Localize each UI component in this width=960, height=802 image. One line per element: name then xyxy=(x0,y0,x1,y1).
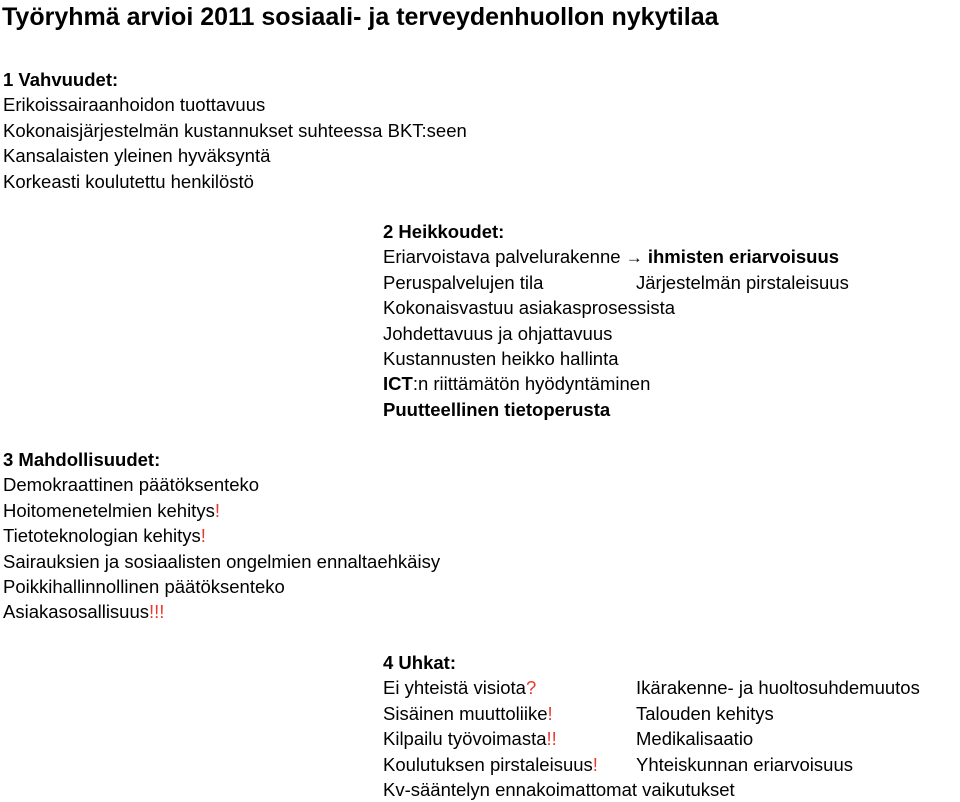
weaknesses-item xyxy=(383,371,839,396)
weakness-right: Järjestelmän pirstaleisuus xyxy=(636,271,849,293)
emphasis-mark: ? xyxy=(525,677,537,699)
weaknesses-item: Johdettavuus ja ohjattavuus xyxy=(383,322,613,344)
threats-row xyxy=(383,701,774,726)
opportunity-text: Hoitomenetelmien kehitys xyxy=(3,499,215,521)
ict-label: ICT xyxy=(383,373,413,395)
threat-left: Ei yhteistä visiota xyxy=(383,677,526,699)
strengths-item: Kansalaisten yleinen hyväksyntä xyxy=(3,145,271,167)
weakness-effect: ihmisten eriarvoisuus xyxy=(647,246,840,268)
opportunity-text: Asiakasosallisuus xyxy=(3,601,150,623)
emphasis-mark: ! xyxy=(592,753,598,775)
opportunities-item: Sairauksien ja sosiaalisten ongelmien ennaltaehkäisy xyxy=(3,550,441,572)
emphasis-mark: ! xyxy=(214,499,220,521)
weaknesses-item: Kustannusten heikko hallinta xyxy=(383,347,619,369)
threat-right: Yhteiskunnan eriarvoisuus xyxy=(636,753,853,775)
page-title: Työryhmä arvioi 2011 sosiaali- ja terveydenhuollon nykytilaa xyxy=(2,3,719,31)
threats-section xyxy=(383,650,920,802)
strengths-section xyxy=(3,67,467,194)
weaknesses-item: Kokonaisvastuu asiakasprosessista xyxy=(383,297,676,319)
weaknesses-item xyxy=(383,270,849,295)
emphasis-mark: !!! xyxy=(149,601,165,623)
threats-row xyxy=(383,675,920,700)
threat-left: Sisäinen muuttoliike xyxy=(383,702,548,724)
threats-item: Kv-sääntelyn ennakoimattomat vaikutukset xyxy=(383,778,735,800)
threats-row xyxy=(383,726,754,751)
ict-text: :n riittämätön hyödyntäminen xyxy=(412,373,651,395)
strengths-item: Kokonaisjärjestelmän kustannukset suhteessa BKT:seen xyxy=(3,119,467,141)
weaknesses-item xyxy=(383,244,839,269)
strengths-item: Korkeasti koulutettu henkilöstö xyxy=(3,170,254,192)
threats-heading: 4 Uhkat: xyxy=(383,652,456,673)
threats-row xyxy=(383,752,853,777)
weaknesses-section xyxy=(383,219,849,422)
threat-right: Medikalisaatio xyxy=(636,728,754,750)
arrow-right-icon: → xyxy=(625,248,643,268)
opportunities-item xyxy=(3,523,440,548)
strengths-heading: 1 Vahvuudet: xyxy=(3,69,119,90)
opportunities-item xyxy=(3,599,440,624)
weaknesses-item: Puutteellinen tietoperusta xyxy=(383,398,611,420)
threat-left: Koulutuksen pirstaleisuus xyxy=(383,753,593,775)
threat-left: Kilpailu työvoimasta xyxy=(383,728,547,750)
emphasis-mark: ! xyxy=(547,702,553,724)
weaknesses-heading: 2 Heikkoudet: xyxy=(383,221,505,242)
opportunities-item xyxy=(3,498,440,523)
opportunities-item: Poikkihallinnollinen päätöksenteko xyxy=(3,575,285,597)
weakness-cause: Eriarvoistava palvelurakenne xyxy=(383,246,621,268)
threat-right: Talouden kehitys xyxy=(636,702,774,724)
weakness-left: Peruspalvelujen tila xyxy=(383,271,544,293)
opportunity-text: Tietoteknologian kehitys xyxy=(3,525,201,547)
opportunities-heading: 3 Mahdollisuudet: xyxy=(3,449,161,470)
strengths-item: Erikoissairaanhoidon tuottavuus xyxy=(3,94,266,116)
emphasis-mark: !! xyxy=(546,728,557,750)
opportunities-section xyxy=(3,447,440,625)
threat-right: Ikärakenne- ja huoltosuhdemuutos xyxy=(636,677,920,699)
emphasis-mark: ! xyxy=(200,525,206,547)
opportunities-item: Demokraattinen päätöksenteko xyxy=(3,474,260,496)
